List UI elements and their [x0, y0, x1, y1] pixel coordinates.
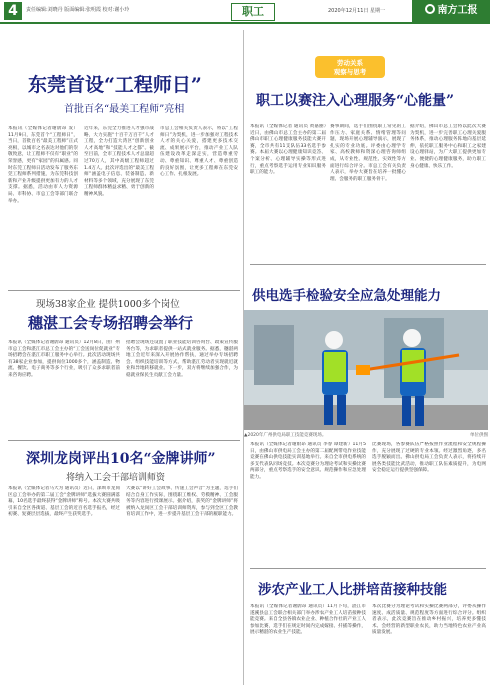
page-number: 4: [4, 2, 22, 20]
article4-col2: 比赛现场，各参赛队伍严格按照作业流程和安全规程操作，充分展现了过硬的专业本领。经过激烈角逐，多名选手脱颖而出。佛山供电局工会负责人表示，将持续开展各类技能比武活动，推动职工队伍素质提升，为电网安全稳定运行提供坚强保障。: [372, 442, 486, 474]
article5-col1: 本报讯（全媒体记者马大为 通讯员）近日，深圳市龙岗区总工会举办的第二届工会“金牌讲师”选拔大赛圆满落幕，10名选手最终获得“金牌讲师”称号。本次大赛共吸引来自全区各街道、基层工会的近百名选手报名，经过初赛、复赛层层选拔，最终产生获奖选手。: [8, 486, 120, 518]
article3-col2: 招聘会现场还设置了职业技能培训咨询台、政策宣传服务台等，为求职者提供一站式就业服务。据悉，穗湛两地工会近年来深入开展协作帮扶，通过举办专场招聘会、组织技能培训等方式，帮助湛江劳动者实现就近就业和异地转移就业。下一步，双方将继续加强合作，为稳就业保民生贡献工会力量。: [126, 340, 238, 378]
divider: [8, 440, 240, 441]
photo-credit: 单位供图: [470, 433, 488, 438]
masthead-brand: [412, 0, 490, 22]
article3-col1: 本报讯（全媒体记者谢蔚昂 通讯员）12月8日，由广州市总工会和湛江市总工会主办的“工会送岗位促就业”专场招聘会在湛江市职工服务中心举行。此次活动现场共有38家企业参加，提供岗位1000多个，涵盖制造、物流、餐饮、电子商务等多个行业，吸引了众多求职者前来咨询应聘。: [8, 340, 120, 378]
article6-col2: 本次比赛分为理论考试和实操比赛两部分，评委从操作速度、成活质量、规范程度等方面进行综合评分。组织者表示，此次竞赛旨在推动乡村振兴，培养更多懂技术、会经营的新型职业农民，助力当地特色农业产业高质量发展。: [372, 604, 486, 636]
article4-title: 供电选手检验安全应急处理能力: [252, 288, 441, 304]
article3-kicker: 现场38家企业 提供1000多个岗位: [36, 299, 180, 310]
article5-subtitle: 将纳入工会干部培训师资: [66, 473, 166, 483]
editor-credits: 责任编辑:刘晓丹 版面编辑:张明霞 校对:谢小玲: [26, 7, 130, 13]
article1-col1: 本报讯（全媒体记者谢蔚昂 发）11月9日，东莞首个“工程师日”，当日，首批百名“最美工程师”正式亮相，以城市之名表达对他们的崇敬致意，让工程师不仅有“职业”的荣誉感，更有“家园”的归属感。同时东莞工程师日活动发布了服务东莞工程师系列措施，为东莞科技创新和产业升级提供更加有力的人才支撑。据悉，活动由市人力资源局、市科协、市总工会等部门联合举办。: [8, 126, 78, 204]
divider: [250, 568, 486, 569]
banner-line2: 观察与思考: [333, 68, 367, 76]
article5-col2: 大赛以“讲好工会故事、传递工会声音”为主题，选手们结合自身工作实际，围绕职工维权、劳模精神、工会服务等内容进行授课展示。据介绍，获奖的“金牌讲师”将被纳入龙岗区工会干部培训师资库，参与到全区工会教育培训工作中，进一步提升基层工会干部的履职能力。: [126, 486, 238, 518]
article1-col3: 市总工会相关负责人表示，将以“工程师日”为契机，进一步加强对工程技术人才的关心关爱，搭建更多技术交流、成果展示平台，推动产业工人队伍建设改革走深走实，营造尊重劳动、尊重知识、尊重人才、尊重创造的良好氛围，让更多工程师在东莞安心工作、扎根发展。: [160, 126, 238, 178]
article3-title: 穗湛工会专场招聘会举行: [28, 314, 194, 332]
banner-line1: 劳动关系: [337, 59, 363, 67]
brand-name: 南方工报: [437, 5, 478, 16]
article5-title: 深圳龙岗评出10名“金牌讲师”: [26, 451, 216, 467]
logo-icon: [425, 4, 435, 14]
photo-caption-row: [244, 432, 488, 438]
feature-banner: [315, 56, 385, 78]
section-label: 职工: [231, 3, 275, 21]
article4-col1: 本报讯（全媒体记者谢蔚昂 通讯员 李春 谭建新）11月5日，由佛山市供电局工会主办的第二届配网带电作业技能竞赛在佛山供电技能实训基地举行。来自全市供电系统的多支代表队同场竞技。本次竞赛分为理论考试和实操比赛两部分，重点考察选手的安全意识、规范操作和应急处理能力。: [250, 442, 366, 480]
workers-photo: [244, 310, 488, 430]
article1-title: 东莞首设“工程师日”: [28, 74, 202, 96]
divider: [8, 290, 240, 291]
article1-subtitle: 首批百名“最美工程师”亮相: [64, 104, 185, 115]
article2-col2: 赛事期间，选手们围绕职工常见的工作压力、家庭关系、情绪管理等问题，现场开展心理辅导演示，展现了扎实的专业功底。评委由心理学专家、高校教师和资深心理咨询师组成，从专业性、规范性、实效性等方面进行综合评分。市总工会有关负责人表示，举办大赛旨在培养一批懂心理、会服务的职工服务骨干。: [330, 124, 406, 182]
article2-col3: 据介绍，佛山市总工会将以此次大赛为契机，进一步完善职工心理关爱服务体系，推动心理服务阵地向基层延伸，依托职工服务中心和职工之家建设心理驿站，为广大职工提供更加专业、便捷的心理健康服务，助力职工身心健康、快乐工作。: [410, 124, 486, 169]
article1-col2: 近年来，东莞全力推进人才强市战略，大力实施“十百千万百千”人才工程，全力打造大湾区“创新创业人才高地”和“技能人才之都”。截至目前，全市工程技术人才总量超过70万人，其中高级工程师超过1.4万人。此次评选出的“最美工程师”涵盖电子信息、装备制造、新材料等多个领域，充分展现了东莞工程师群体精益求精、勇于创新的精神风貌。: [84, 126, 154, 197]
page-header: [0, 0, 490, 24]
photo-caption: ▲2020年广州供电局职工技能竞赛现场。: [244, 433, 327, 438]
article2-col1: 本报讯（全媒体记者 通讯员 黄嘉丽）近日，由佛山市总工会主办的第二届佛山市职工心理健康服务技能大赛开赛，全市共有11支队伍33名选手参赛。本届大赛以心理健康知识竞答、个案分析、心理辅导实操等形式进行，重点考察选手运用专业知识服务职工的能力。: [250, 124, 326, 176]
divider: [250, 264, 486, 265]
issue-date: 2020年12月11日 星期一: [328, 8, 386, 14]
article2-title: 职工以赛注入心理服务“心能量”: [256, 93, 455, 109]
article6-col1: 本报讯（全媒体记者谢蔚昂 通讯员）11月下旬，湛江市遂溪县总工会联合相关部门举办涉农产业工人培苗接种技能竞赛。来自全县各镇农业企业、种植合作社的产业工人参加比赛，选手们在规定时间内完成嫁接、扦插等操作，展示精湛的农业生产技能。: [250, 604, 366, 636]
article6-title: 涉农产业工人比拼培苗接种技能: [258, 582, 447, 598]
